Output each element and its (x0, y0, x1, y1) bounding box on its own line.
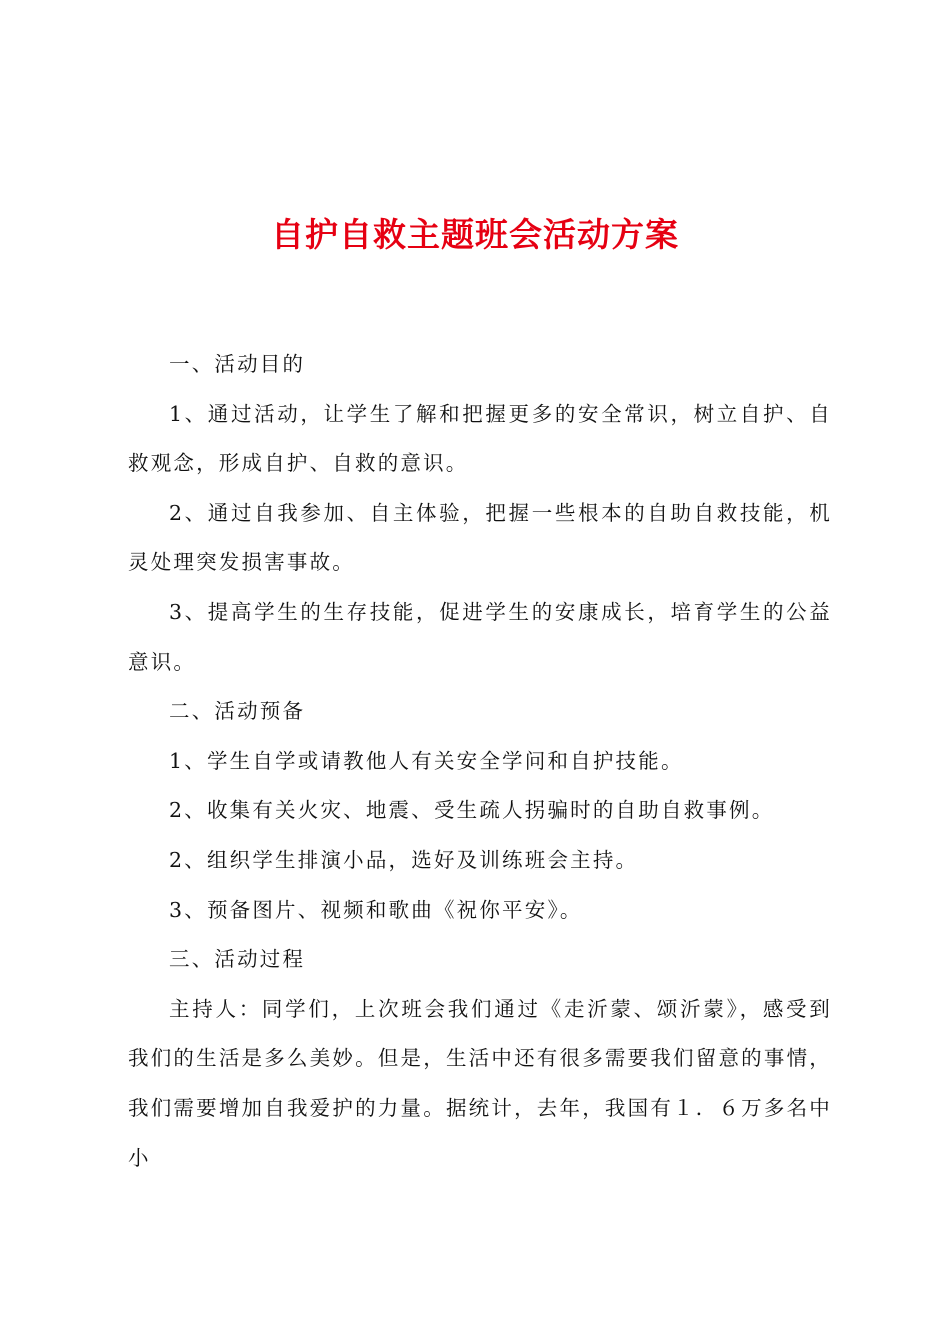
paragraph: 1、学生自学或请教他人有关安全学问和自护技能。 (169, 748, 684, 773)
paragraph: 2、通过自我参加、自主体验，把握一些根本的自助自救技能，机灵处理突发损害事故。 (128, 500, 832, 575)
document-body (128, 340, 832, 1183)
paragraph: 3、预备图片、视频和歌曲《祝你平安》。 (169, 897, 583, 922)
paragraph: 2、收集有关火灾、地震、受生疏人拐骗时的自助自救事例。 (169, 798, 775, 823)
paragraph: 3、提高学生的生存技能，促进学生的安康成长，培育学生的公益意识。 (128, 599, 832, 674)
paragraph: 1、通过活动，让学生了解和把握更多的安全常识，树立自护、自救观念，形成自护、自救的意识。 (128, 401, 832, 476)
paragraph: 主持人：同学们，上次班会我们通过《走沂蒙、颂沂蒙》，感受到我们的生活是多么美妙。但是，生活中还有很多需要我们留意的事情，我们需要增加自我爱护的力量。据统计，去年，我国有１．６万多名中小 (128, 996, 832, 1170)
section-heading-purpose: 一、活动目的 (169, 352, 306, 376)
document-title: 自护自救主题班会活动方案 (271, 215, 679, 254)
section-heading-process: 三、活动过程 (169, 947, 306, 972)
section-heading-preparation: 二、活动预备 (169, 699, 306, 724)
paragraph: 2、组织学生排演小品，选好及训练班会主持。 (169, 847, 639, 872)
